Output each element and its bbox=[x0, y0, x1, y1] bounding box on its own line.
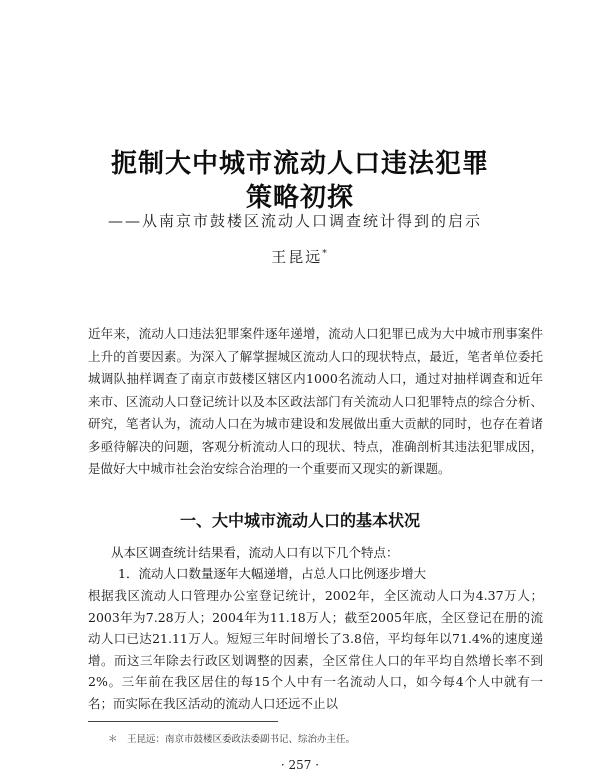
author-name: 王昆远 bbox=[271, 248, 323, 266]
body-paragraph: 根据我区流动人口管理办公室登记统计，2002年，全区流动人口为4.37万人；2003年为7.28万人；2004年为11.18万人；截至2005年底，全区登记在册的流动人口已达21.11万人。短短三年时间增长了3.8倍，平均每年以71.4%的速度递增。而这三年除去行政区划调整的因素，全区常住人口的年平均自然增长率不到2%。三年前在我区居住的每15个人中有一名流动人口，如今每4个人中就有一名；而实际在我区活动的流动人口还远不止以 bbox=[88, 588, 543, 711]
title-line-2: 策略初探 bbox=[245, 183, 354, 213]
subheading: 1．流动人口数量逐年大幅递增，占总人口比例逐步增大 bbox=[118, 566, 426, 581]
page-number: · 257 · bbox=[280, 758, 320, 772]
subtitle: ——从南京市鼓楼区流动人口调查统计得到的启示 bbox=[108, 212, 483, 230]
title-line-1: 扼制大中城市流动人口违法犯罪 bbox=[110, 149, 489, 179]
abstract-paragraph: 近年来，流动人口违法犯罪案件逐年递增，流动人口犯罪已成为大中城市刑事案件上升的首要因素。为深入了解掌握城区流动人口的现状特点，最近，笔者单位委托城调队抽样调查了南京市鼓楼区辖区内1000名流动人口，通过对抽样调查和近年来市、区流动人口登记统计以及本区政法部门有关流动人口犯罪特点的综合分析、研究，笔者认为，流动人口在为城市建设和发展做出重大贡献的同时，也存在着诸多亟待解决的问题，客观分析流动人口的现状、特点，准确剖析其违法犯罪成因，是做好大中城市社会治安综合治理的一个重要而又现实的新课题。 bbox=[88, 326, 543, 476]
section-heading: 一、大中城市流动人口的基本状况 bbox=[179, 511, 420, 530]
footnote-divider bbox=[88, 721, 278, 722]
author-line bbox=[0, 246, 600, 267]
author-footnote-mark: * bbox=[322, 249, 329, 259]
section-intro: 从本区调查统计结果看，流动人口有以下几个特点： bbox=[111, 545, 399, 560]
footnote: ＊ 王昆远：南京市鼓楼区委政法委副书记、综治办主任。 bbox=[108, 734, 356, 745]
